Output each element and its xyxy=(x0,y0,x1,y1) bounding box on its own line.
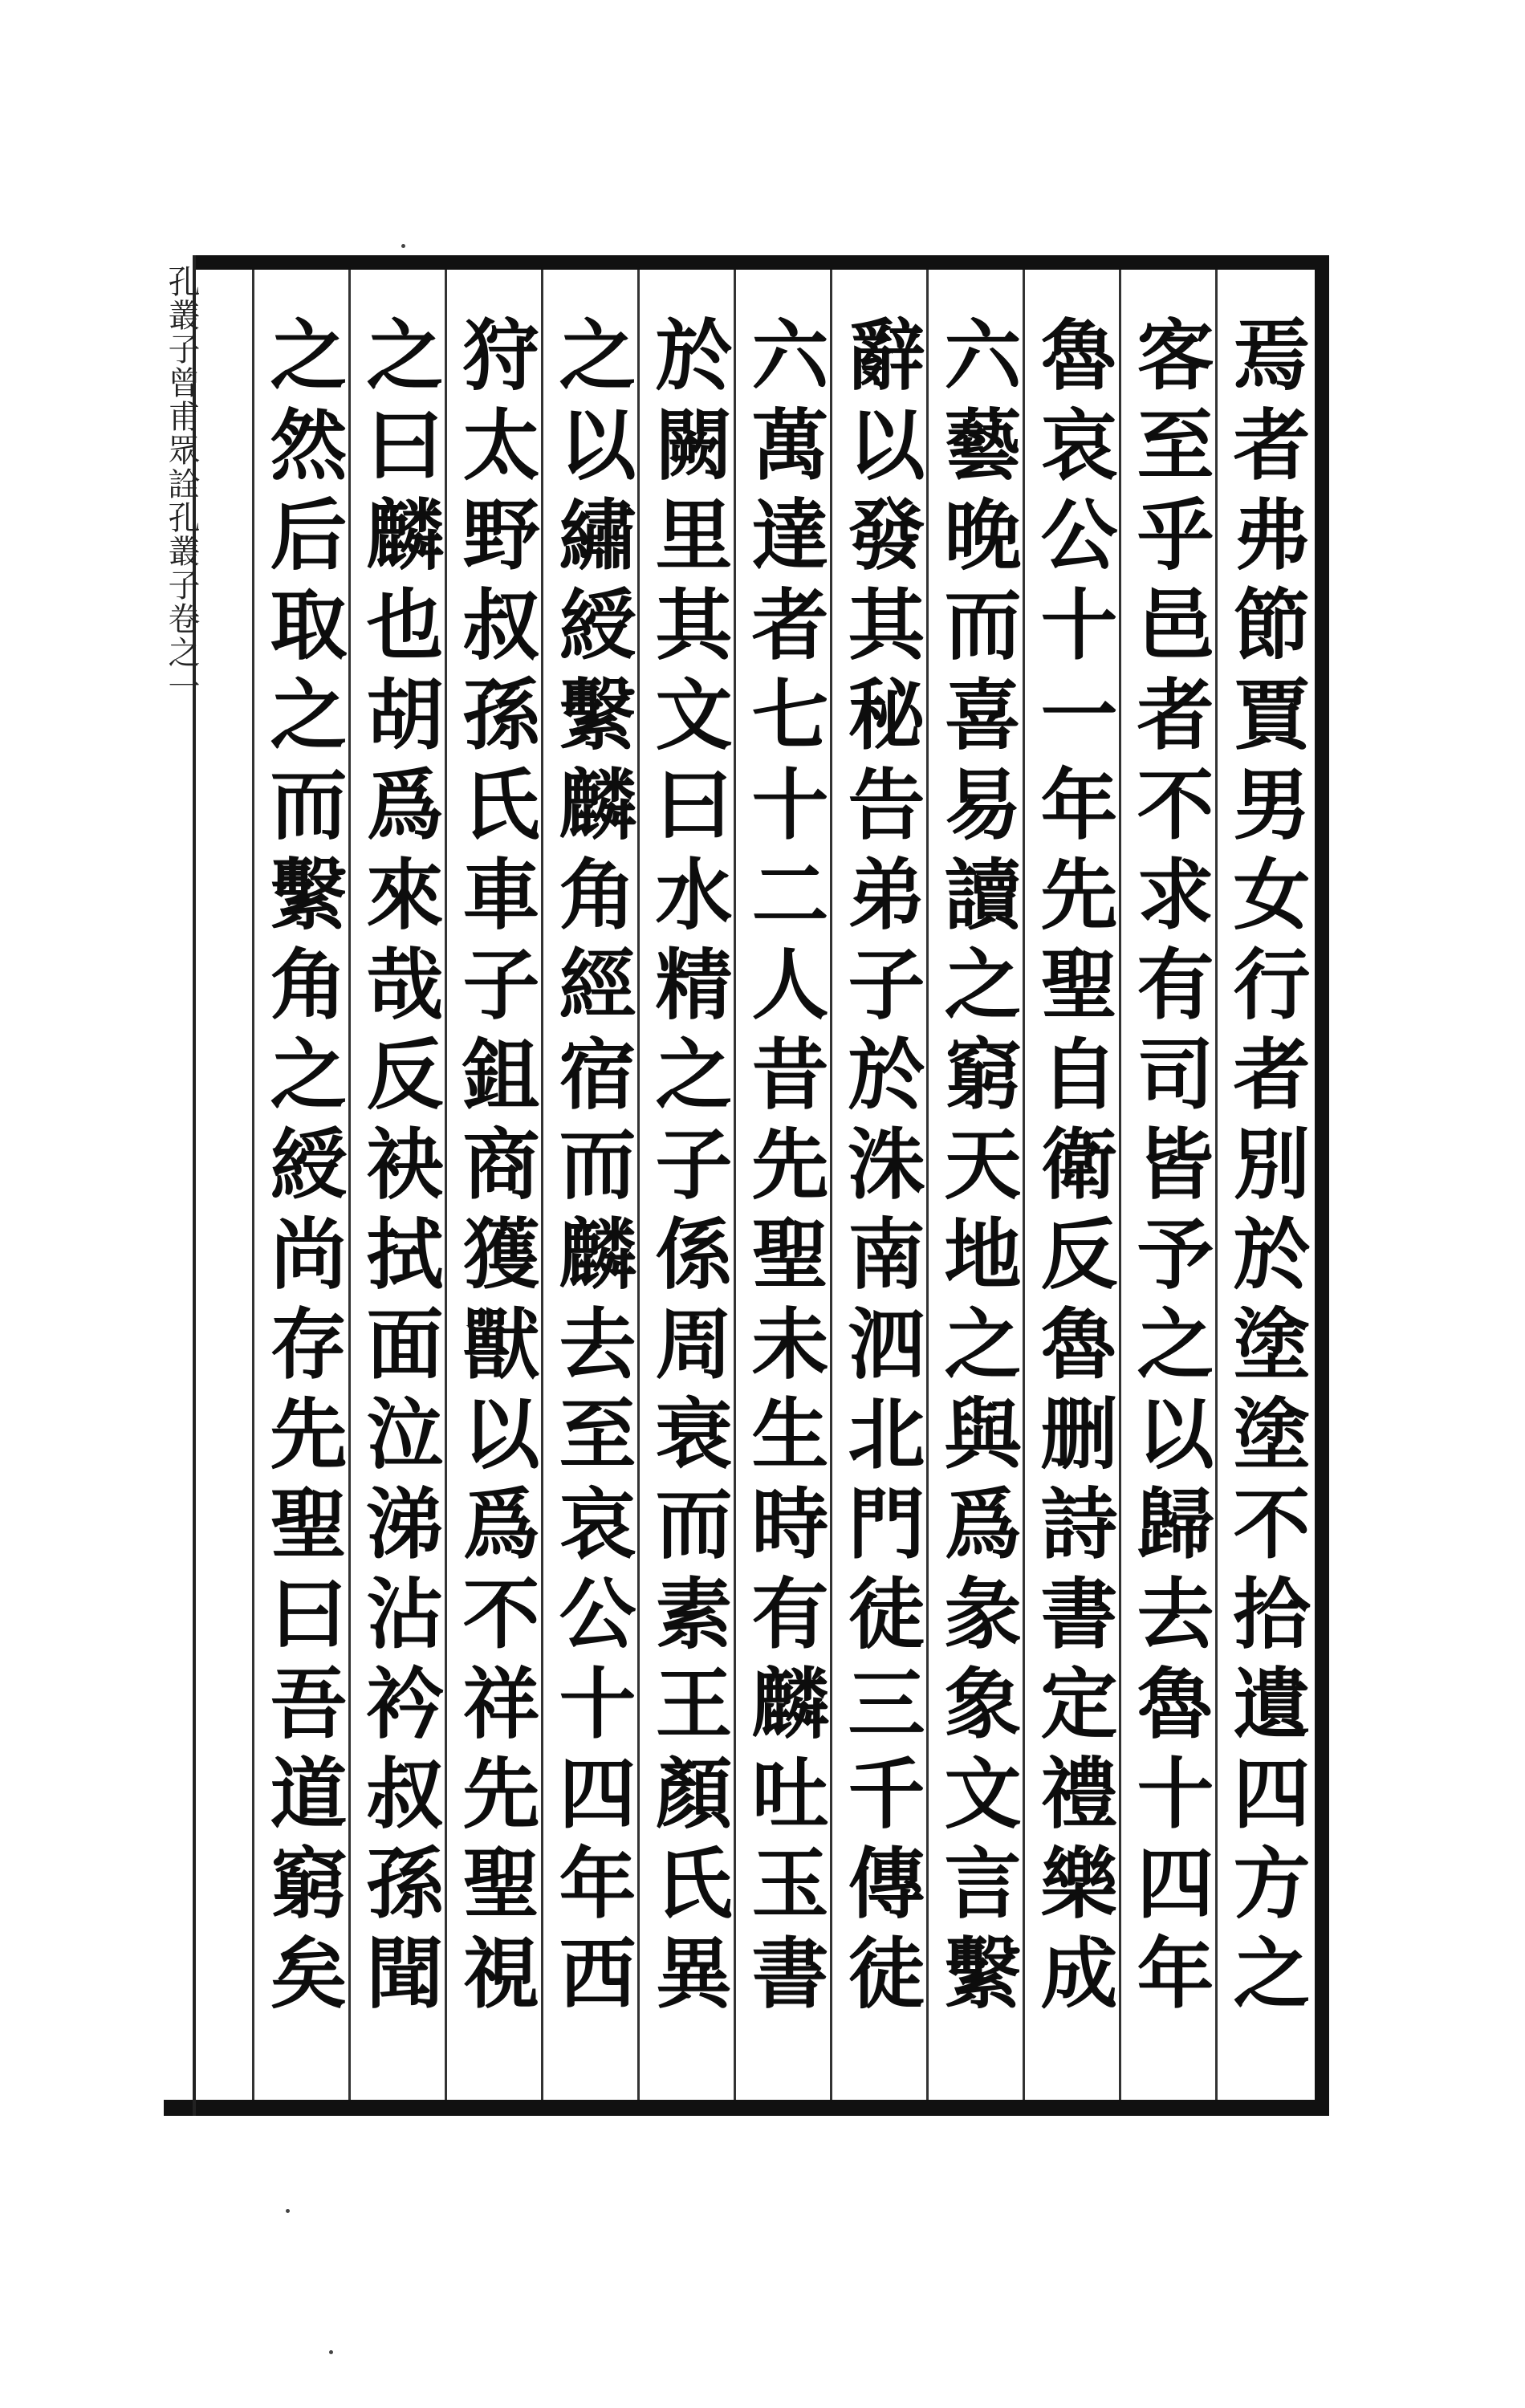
text-column-3: 魯哀公十一年先聖自衛反魯删詩書定禮樂成 xyxy=(1028,315,1119,2023)
text-column-6: 六萬達者七十二人昔先聖未生時有麟吐玉書 xyxy=(739,315,830,2023)
text-column-10: 之曰麟也胡爲來哉反袂拭面泣涕沾衿叔孫聞 xyxy=(354,315,445,2023)
ink-speck xyxy=(401,244,405,248)
text-column-7: 於闕里其文曰水精之子係周衰而素王顏氏異 xyxy=(643,315,734,2023)
text-column-8: 之以繡綬繫麟角經宿而麟去至哀公十四年西 xyxy=(547,315,637,2023)
edge-title: 孔叢子曾甫眾詮孔叢子卷之一 xyxy=(163,265,200,703)
text-column-1: 焉者弗節賈男女行者別於塗塗不拾遺四方之 xyxy=(1221,315,1312,2023)
column-divider xyxy=(252,270,254,2100)
right-border xyxy=(1315,255,1329,2116)
text-column-9: 狩太野叔孫氏車子鉏商獲獸以爲不祥先聖視 xyxy=(450,315,541,2023)
text-column-5: 辭以發其秘告弟子於洙南泗北門徒三千傳徒 xyxy=(836,315,926,2023)
top-border xyxy=(193,255,1329,270)
text-column-2: 客至乎邑者不求有司皆予之以歸去魯十四年 xyxy=(1124,315,1215,2023)
text-column-11: 之然后取之而繫角之綬尚存先聖曰吾道窮矣 xyxy=(258,315,348,2023)
text-column-4: 六藝晚而喜易讀之窮天地之與爲彖象文言繫 xyxy=(932,315,1023,2023)
ink-speck xyxy=(286,2209,290,2213)
bottom-border xyxy=(164,2100,1329,2116)
ink-speck xyxy=(329,2350,333,2354)
